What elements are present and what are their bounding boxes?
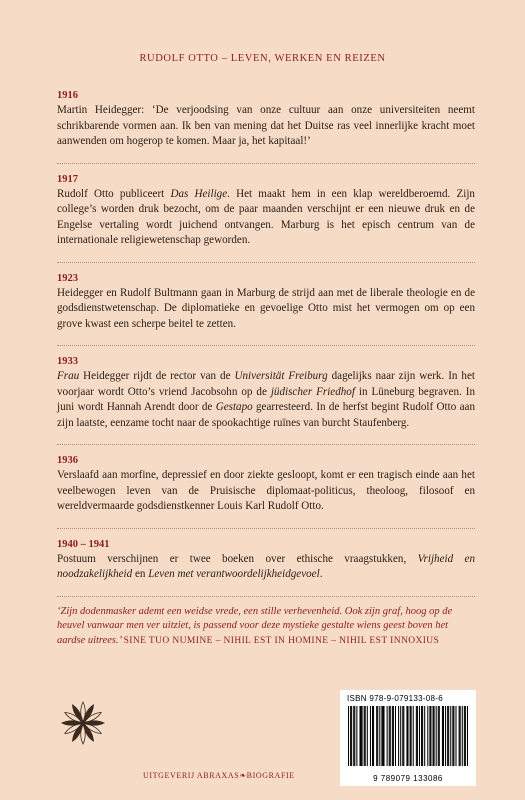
barcode-digits: 9 789079 133086 bbox=[373, 774, 443, 783]
entry-year: 1917 bbox=[57, 173, 78, 185]
timeline-entry bbox=[57, 453, 475, 523]
entry-text: Frau Heidegger rijdt de rector van de Universität Freiburg dagelijks naar zijn werk. In het voorjaar wordt Otto’s vriend Jacobsohn op de jüdischer Friedhof in Lüneburg begraven. In juni wordt Hannah Arendt door de Gestapo gearresteerd. In de herfst begint Rudolf Otto aan zijn laatste, eenzame tocht naar de spookachtige ruïnes van burcht Staufenberg. bbox=[57, 370, 476, 429]
publisher-mark: ❧ bbox=[239, 771, 247, 780]
publisher-line bbox=[143, 771, 295, 780]
publisher-name: UITGEVERIJ ABRAXAS bbox=[143, 771, 240, 780]
motto: SINE TUO NUMINE – NIHIL EST IN HOMINE – NIHIL EST INNOXIUS bbox=[123, 635, 440, 646]
timeline bbox=[57, 88, 475, 648]
entry-year: 1933 bbox=[57, 356, 78, 367]
divider bbox=[57, 444, 475, 445]
divider bbox=[57, 345, 475, 346]
divider bbox=[57, 262, 475, 263]
divider bbox=[57, 163, 475, 164]
entry-year: 1923 bbox=[57, 272, 78, 284]
entry-text: Rudolf Otto publiceert Das Heilige. Het maakt hem in een klap wereldberoemd. Zijn college’s worden druk bezocht, om de paar maanden verschijnt er een nieuwe druk en de Engelse vertaling wordt juichend ontvangen. Marburg is het episch centrum van de internationale religiewetenschap geworden. bbox=[57, 187, 475, 246]
entry-text: Heidegger en Rudolf Bultmann gaan in Marburg de strijd aan met de liberale theologie en de godsdienstwetenschap. De diplomatieke en gevoelige Otto mist het vermogen om op een grove kwast een scherpe beitel te zetten. bbox=[57, 286, 475, 330]
ornament-rosette-icon bbox=[58, 698, 108, 748]
timeline-entry bbox=[57, 537, 475, 591]
timeline-entry bbox=[57, 271, 475, 341]
isbn-label: ISBN 978-9-079133-08-6 bbox=[347, 694, 443, 703]
page-title: RUDOLF OTTO – LEVEN, WERKEN EN REIZEN bbox=[139, 53, 386, 64]
quote-text: ‘Zijn dodenmasker ademt een weidse vrede, een stille verhevenheid. Ook zijn graf, hoog op de heuvel vanwaar men ver uitziet, is passend voor deze mystieke gestalte wiens geest boven het aardse uitrees.’ bbox=[57, 605, 453, 646]
publisher-imprint: BIOGRAFIE bbox=[246, 771, 295, 780]
timeline-entry bbox=[57, 172, 475, 257]
barcode-bars bbox=[348, 706, 468, 766]
timeline-entry bbox=[57, 354, 475, 439]
entry-text: Verslaafd aan morfine, depressief en door ziekte gesloopt, komt er een tragisch einde aan het veelbewogen leven van de Pruisische diplomaat-politicus, theoloog, filosoof en wereldvermaarde godsdienstkenner Louis Karl Rudolf Otto. bbox=[57, 469, 475, 512]
entry-year: 1936 bbox=[57, 455, 78, 466]
entry-text: Postuum verschijnen er twee boeken over ethische vraagstukken, Vrijheid en noodzakelijkheid en Leven met verantwoordelijkheidgevoel. bbox=[57, 552, 475, 580]
closing-quote bbox=[57, 605, 475, 649]
barcode bbox=[340, 690, 476, 786]
divider bbox=[57, 596, 475, 597]
entry-text: Martin Heidegger: ‘De verjoodsing van onze cultuur aan onze universiteiten neemt schrikbarende vormen aan. Ik ben van mening dat het Duitse ras veel innerlijke kracht moet aanwenden om hogerop te komen. Maar ja, het kapitaal!’ bbox=[57, 104, 475, 147]
divider bbox=[57, 528, 475, 529]
entry-year: 1916 bbox=[57, 90, 78, 101]
entry-year: 1940 – 1941 bbox=[57, 538, 110, 550]
timeline-entry bbox=[57, 88, 475, 158]
